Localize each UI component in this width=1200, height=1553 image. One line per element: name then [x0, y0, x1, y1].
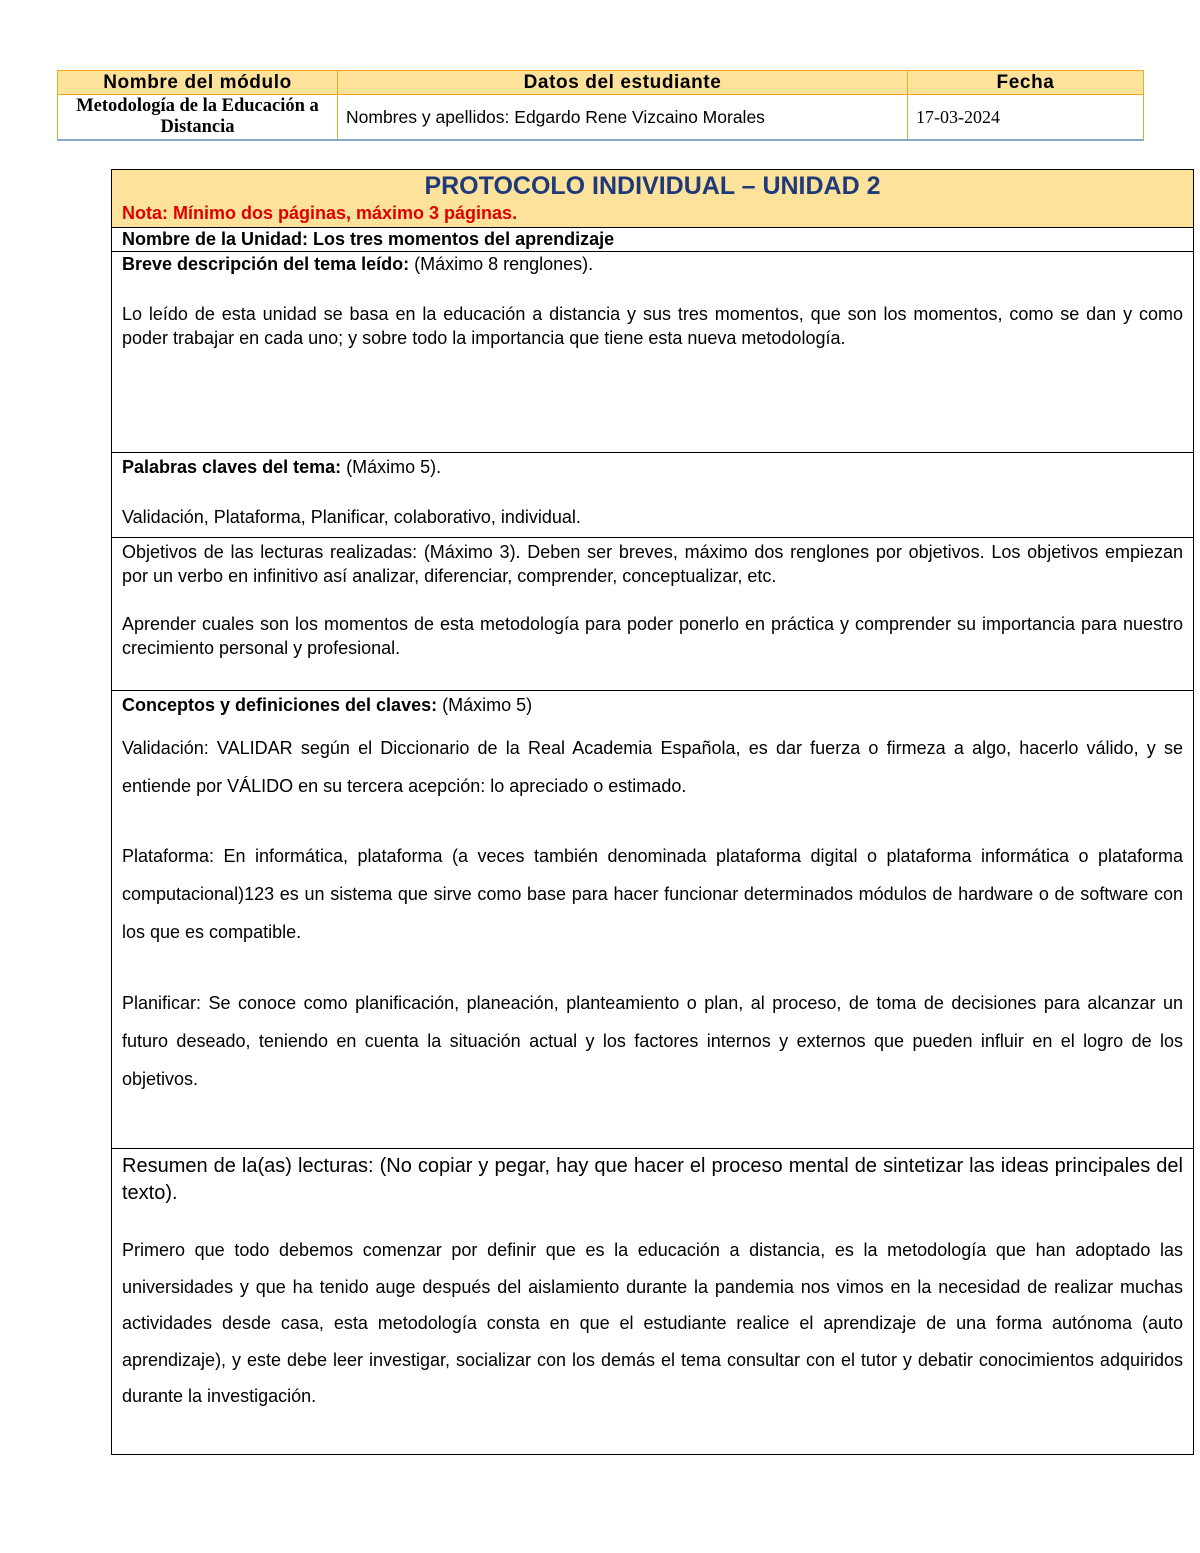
concepts-section — [112, 693, 1193, 1149]
description-section — [112, 252, 1193, 453]
keywords-section — [112, 455, 1193, 538]
objectives-section — [112, 540, 1193, 691]
header-module-label: Nombre del módulo — [58, 71, 338, 95]
student-name: Nombres y apellidos: Edgardo Rene Vizcaino Morales — [338, 95, 908, 141]
header-table — [57, 70, 1144, 141]
protocol-note: Nota: Mínimo dos páginas, máximo 3 páginas. — [122, 203, 518, 223]
keywords-hint: (Máximo 5). — [341, 457, 442, 477]
unit-name: Nombre de la Unidad: Los tres momentos del aprendizaje — [122, 229, 615, 249]
concept-plataforma: Plataforma: En informática, plataforma (a veces también denominada plataforma digital o plataforma informática o plataforma computacional)123 es un sistema que sirve como base para hacer funcionar determinados módulos de hardware o de software con los que es compatible. — [122, 846, 1183, 942]
header-student-label: Datos del estudiante — [338, 71, 908, 95]
date-value: 17-03-2024 — [908, 95, 1144, 141]
protocol-title: PROTOCOLO INDIVIDUAL – UNIDAD 2 — [424, 172, 881, 200]
concepts-hint: (Máximo 5) — [437, 695, 533, 715]
header-date-label: Fecha — [908, 71, 1144, 95]
summary-prompt: Resumen de la(as) lecturas: (No copiar y pegar, hay que hacer el proceso mental de sintetizar las ideas principales del texto). — [122, 1155, 1183, 1204]
module-name: Metodología de la Educación a Distancia — [58, 95, 338, 141]
keywords-label: Palabras claves del tema: — [122, 457, 342, 477]
description-hint: (Máximo 8 renglones). — [409, 254, 594, 274]
summary-section — [112, 1153, 1193, 1455]
unit-section — [112, 228, 1193, 252]
concepts-label: Conceptos y definiciones del claves: — [122, 695, 438, 715]
objectives-text: Aprender cuales son los momentos de esta metodología para poder ponerlo en práctica y comprender su importancia para nuestro crecimiento personal y profesional. — [122, 614, 1183, 658]
concept-planificar: Planificar: Se conoce como planificación, planeación, planteamiento o plan, al proceso, de toma de decisiones para alcanzar un futuro deseado, teniendo en cuenta la situación actual y los factores internos y externos que pueden influir en el logro de los objetivos. — [122, 993, 1183, 1089]
description-label: Breve descripción del tema leído: — [122, 254, 410, 274]
concept-validacion: Validación: VALIDAR según el Diccionario de la Real Academia Española, es dar fuerza o firmeza a algo, hacerlo válido, y se entiende por VÁLIDO en su tercera acepción: lo apreciado o estimado. — [122, 738, 1183, 796]
summary-text: Primero que todo debemos comenzar por definir que es la educación a distancia, es la metodología que han adoptado las universidades y que ha tenido auge después del aislamiento durante la pandemia nos vimos en la necesidad de realizar muchas actividades desde casa, esta metodología consta en que el estudiante realice el aprendizaje de una forma autónoma (auto aprendizaje), y este debe leer investigar, socializar con los demás el tema consultar con el tutor y debatir conocimientos adquiridos durante la investigación. — [122, 1240, 1183, 1406]
protocol-banner — [112, 170, 1193, 228]
objectives-prompt: Objetivos de las lecturas realizadas: (Máximo 3). Deben ser breves, máximo dos renglones por objetivos. Los objetivos empiezan por un verbo en infinitivo así analizar, diferenciar, comprender, conceptualizar, etc. — [122, 542, 1183, 586]
keywords-text: Validación, Plataforma, Planificar, colaborativo, individual. — [122, 507, 581, 527]
protocol-form — [111, 169, 1194, 1455]
description-text: Lo leído de esta unidad se basa en la educación a distancia y sus tres momentos, que son los momentos, como se dan y como poder trabajar en cada uno; y sobre todo la importancia que tiene esta nueva metodología. — [122, 304, 1183, 348]
